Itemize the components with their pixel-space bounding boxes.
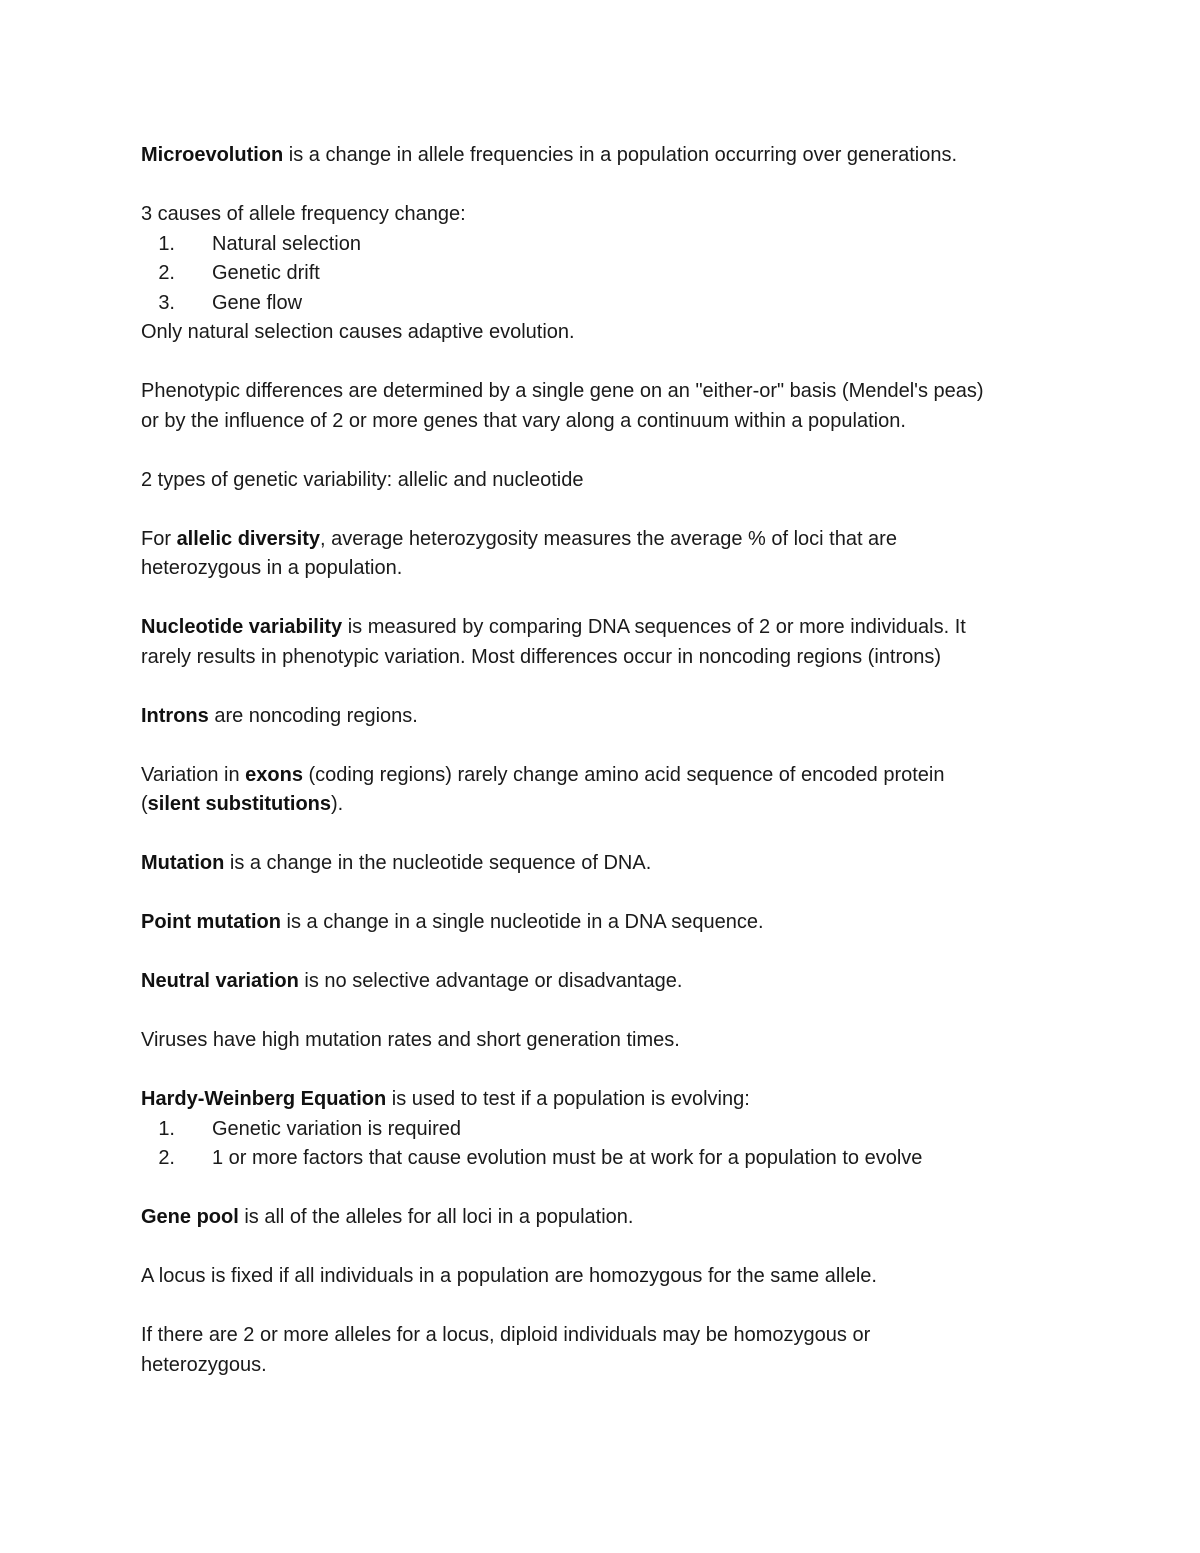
list-number: 3. — [158, 291, 175, 314]
list-text: Genetic drift — [212, 262, 320, 284]
text: is a change in the nucleotide sequence of DNA. — [224, 852, 652, 874]
list-number: 1. — [158, 1117, 175, 1140]
paragraph-point-mutation — [141, 908, 1100, 938]
line: or by the influence of 2 or more genes that vary along a continuum within a population. — [141, 409, 906, 432]
list-number: 2. — [158, 262, 175, 284]
text: are noncoding regions. — [208, 704, 418, 727]
spacer — [141, 820, 1100, 850]
text: is no selective advantage or disadvantage. — [298, 970, 683, 992]
paragraph-mutation — [141, 849, 1100, 879]
spacer — [141, 436, 1100, 466]
spacer — [141, 171, 1100, 201]
text: is used to test if a population is evolving: — [386, 1088, 750, 1110]
paragraph-viruses: Viruses have high mutation rates and short generation times. — [141, 1029, 680, 1051]
paragraph-allelic-diversity — [141, 525, 1100, 584]
paragraph-locus-fixed: A locus is fixed if all individuals in a population are homozygous for the same allele. — [141, 1265, 877, 1287]
list-number: 1. — [158, 232, 175, 255]
list-intro: 3 causes of allele frequency change: — [141, 203, 466, 225]
spacer — [141, 879, 1100, 909]
term-nucleotide-variability: Nucleotide variability — [141, 616, 343, 638]
term-neutral-variation: Neutral variation — [141, 970, 299, 992]
paragraph-microevolution — [141, 141, 1100, 171]
list-item — [141, 289, 1100, 319]
spacer — [141, 731, 1100, 761]
line: Phenotypic differences are determined by a single gene on an "either-or" basis (Mendel's peas) — [141, 380, 984, 402]
text: , average heterozygosity measures the average % of loci that are — [319, 527, 897, 550]
spacer — [141, 1233, 1100, 1263]
term-introns: Introns — [141, 704, 209, 727]
spacer — [141, 938, 1100, 968]
causes-list — [141, 230, 1100, 319]
line: heterozygous in a population. — [141, 557, 403, 579]
term-gene-pool: Gene pool — [141, 1206, 239, 1228]
line: heterozygous. — [141, 1353, 267, 1376]
paragraph-introns — [141, 702, 1100, 732]
text: is a change in a single nucleotide in a DNA sequence. — [280, 911, 764, 933]
line: rarely results in phenotypic variation. Most differences occur in noncoding regions (introns) — [141, 645, 942, 668]
paragraph-neutral-variation — [141, 967, 1100, 997]
paragraph-variability-types: 2 types of genetic variability: allelic and nucleotide — [141, 468, 584, 491]
text: is all of the alleles for all loci in a population. — [238, 1206, 634, 1228]
paragraph-diploid — [141, 1321, 1100, 1380]
list-item — [141, 1144, 1100, 1174]
text: ( — [141, 793, 148, 815]
paragraph-nucleotide-variability — [141, 613, 1100, 672]
spacer — [141, 672, 1100, 702]
paragraph-exons — [141, 761, 1100, 820]
term-silent-substitutions: silent substitutions — [147, 793, 332, 815]
list-item — [141, 230, 1100, 260]
spacer — [141, 1174, 1100, 1204]
line: If there are 2 or more alleles for a locus, diploid individuals may be homozygous or — [141, 1324, 871, 1346]
list-text: 1 or more factors that cause evolution must be at work for a population to evolve — [212, 1147, 923, 1169]
list-text: Gene flow — [212, 291, 303, 314]
list-text: Genetic variation is required — [212, 1117, 462, 1140]
list-text: Natural selection — [212, 232, 361, 255]
list-item — [141, 1115, 1100, 1145]
text: (coding regions) rarely change amino acid sequence of encoded protein — [302, 763, 945, 786]
text: For — [141, 527, 177, 550]
spacer — [141, 584, 1100, 614]
paragraph-phenotypic — [141, 377, 1100, 436]
term-allelic-diversity: allelic diversity — [176, 527, 320, 550]
list-item — [141, 259, 1100, 289]
spacer — [141, 348, 1100, 378]
term-point-mutation: Point mutation — [141, 911, 281, 933]
term-hardy-weinberg: Hardy-Weinberg Equation — [141, 1088, 387, 1110]
term-microevolution: Microevolution — [141, 144, 284, 166]
definition-text: is a change in allele frequencies in a population occurring over generations. — [283, 144, 957, 166]
spacer — [141, 1056, 1100, 1086]
paragraph-hardy-weinberg — [141, 1085, 1100, 1115]
hardy-weinberg-list — [141, 1115, 1100, 1174]
paragraph-gene-pool — [141, 1203, 1100, 1233]
text: ). — [331, 793, 344, 815]
spacer — [141, 1292, 1100, 1322]
term-mutation: Mutation — [141, 852, 225, 874]
text: is measured by comparing DNA sequences of 2 or more individuals. It — [342, 616, 966, 638]
list-number: 2. — [158, 1147, 175, 1169]
spacer — [141, 495, 1100, 525]
text: Variation in — [141, 763, 246, 786]
spacer — [141, 997, 1100, 1027]
term-exons: exons — [245, 763, 303, 786]
list-outro: Only natural selection causes adaptive evolution. — [141, 321, 575, 343]
